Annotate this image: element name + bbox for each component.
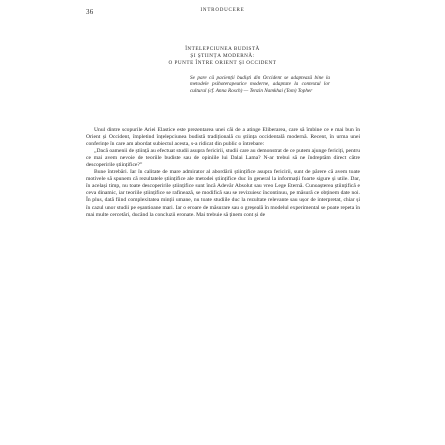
chapter-title [150, 46, 295, 67]
title-line: O PUNTE ÎNTRE ORIENT ȘI OCCIDENT [168, 60, 277, 66]
title-line: ȘI ȘTIINȚA MODERNĂ: [190, 53, 255, 59]
page-header [0, 8, 445, 22]
epigraph [190, 75, 330, 94]
title-line: ÎNTELEPCIUNEA BUDISTĂ [185, 46, 260, 52]
epigraph-attribution: — Tenzin Namkhai (Tom) Topher [243, 87, 313, 94]
paragraph: „Dacă oamenii de știință au efectuat studii asupra fericirii, studii care au demonstrat de ce putem ajunge fericiți, pentru ce mai avem nevoie de teoriile budiste sau de opiniile lui Dalai Lama? N-ar trebui să ne îndreptăm direct către descoperirile științifice?” [86, 148, 360, 169]
body-text [86, 127, 360, 219]
running-head: INTRODUCERE [200, 8, 245, 13]
page-number: 36 [86, 8, 94, 16]
paragraph: Bune întrebări. Iar în calitate de mare admirator al abordării științifice asupra fericirii, sunt de părere că avem toate motivele să spunem că rezultatele științifice ale metodei științifice duc în general la informații foarte sigure și utile. Dar, în același timp, nu toate descoperirile științifice sunt încă Adevăr Absolut sau vreo Lege Eternă. Cunoașterea științifică e ceva dinamic, iar teoriile științifice se rafinează, se modifică sau se revizuiesc încontinuu, pe măsură ce obținem date noi. În plus, dată fiind complexitatea minții umane, nu toate studiile duc la rezultate relevante sau ușor de interpretat, chiar și în cazul unor studii pe eșantioane mari. Iar o eroare de măsurare sau o greșeală în modelul experimental se poate repeta în mai multe cercetări, ducând la concluzii eronate. Mai trebuie să ținem cont și de [86, 169, 360, 218]
epigraph-text: Se pare că pacienții budiști din Occident se adaptează bine la metodele psihoterapeutice moderne, adaptate la contextul lor cultural (cf. Anna Rosch) [190, 75, 330, 94]
paragraph: Unul dintre scopurile Ariei Elastice este prezentarea unei căi de a atinge Eliberarea, care să îmbine ce e mai bun în Orient și Occident, împletind înțelepciunea budistă tradițională cu știința occidentală modernă. Recent, în urma unei conferințe în care am abordat subiectul acesta, s-a ridicat din public o întrebare: [86, 127, 360, 148]
